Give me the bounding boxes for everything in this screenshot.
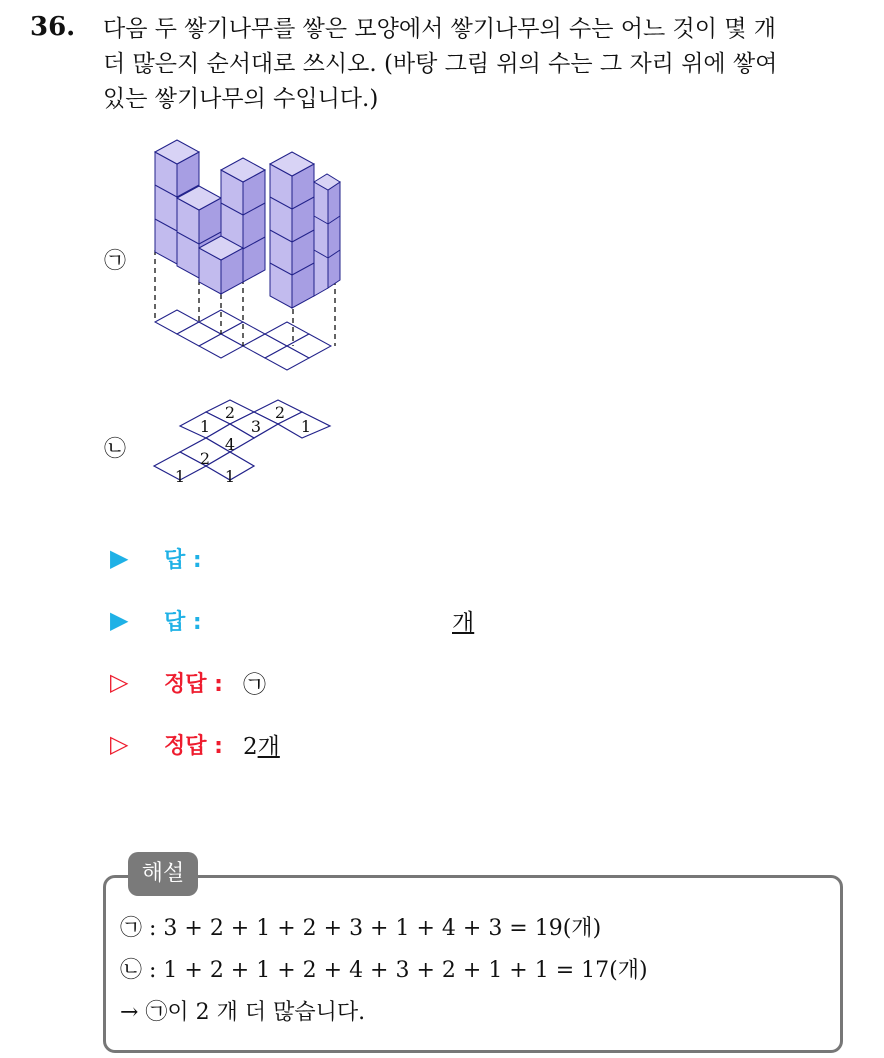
grid-number: 1 <box>300 417 312 436</box>
explanation-line-2: ㉡ : 1 + 2 + 1 + 2 + 4 + 3 + 2 + 1 + 1 = 17(개) <box>120 958 648 983</box>
answer-label: 답 : <box>164 609 202 635</box>
figure-label-a: ㉠ <box>104 249 127 274</box>
outline-triangle-icon: ▷ <box>110 730 129 758</box>
explanation-text <box>120 908 648 1034</box>
numbered-base-figure <box>150 396 340 496</box>
grid-number: 1 <box>174 467 186 486</box>
answer-row-2 <box>110 600 202 640</box>
figure-label-b: ㉡ <box>104 437 127 462</box>
correct-value <box>243 728 280 761</box>
grid-number: 2 <box>199 449 211 468</box>
grid-number: 1 <box>199 417 211 436</box>
correct-row-1 <box>110 662 266 702</box>
explanation-line-1: ㉠ : 3 + 2 + 1 + 2 + 3 + 1 + 4 + 3 = 19(개) <box>120 916 602 941</box>
correct-value-unit: 개 <box>257 733 280 760</box>
correct-row-2 <box>110 724 280 764</box>
grid-number: 4 <box>224 435 236 454</box>
correct-label: 정답 : <box>164 671 223 697</box>
grid-number: 3 <box>250 417 262 436</box>
answer-label: 답 : <box>164 547 202 573</box>
grid-number: 2 <box>224 403 236 422</box>
explanation-tag: 해설 <box>128 852 198 896</box>
explanation-line-3: → ㉠이 2 개 더 많습니다. <box>120 1000 366 1025</box>
answer-row-1 <box>110 538 202 578</box>
question-line-2: 더 많은지 순서대로 쓰시오. (바탕 그림 위의 수는 그 자리 위에 쌓여 <box>103 51 778 77</box>
play-triangle-icon: ▶ <box>110 544 129 572</box>
question-text <box>103 12 868 117</box>
answer-unit: 개 <box>452 610 475 636</box>
question-line-3: 있는 쌓기나무의 수입니다.) <box>103 86 379 112</box>
correct-value: ㉠ <box>242 671 266 698</box>
question-number: 36. <box>30 12 76 42</box>
correct-label: 정답 : <box>164 733 223 759</box>
cubes <box>155 140 340 308</box>
grid-number: 1 <box>224 467 236 486</box>
question-line-1: 다음 두 쌓기나무를 쌓은 모양에서 쌓기나무의 수는 어느 것이 몇 개 <box>103 16 776 42</box>
correct-value-number: 2 <box>242 733 258 760</box>
outline-triangle-icon: ▷ <box>110 668 129 696</box>
cube-stack-figure <box>140 130 360 390</box>
play-triangle-icon: ▶ <box>110 606 129 634</box>
grid-number: 2 <box>274 403 286 422</box>
